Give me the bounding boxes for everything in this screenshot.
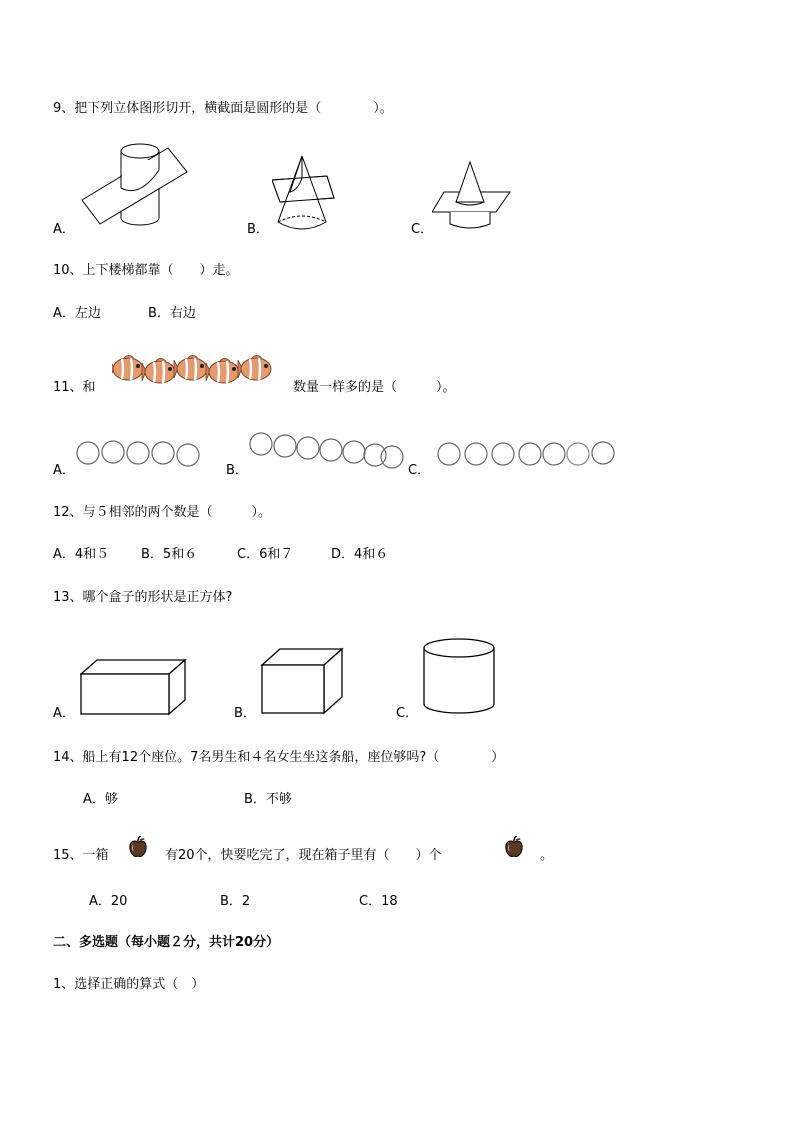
q15-text-3: 。 <box>540 848 554 863</box>
circle-icon <box>438 443 460 465</box>
fish-icon <box>112 356 143 381</box>
cone-horizontal-plane-figure <box>432 160 512 232</box>
q9-option-a[interactable]: A． <box>53 222 75 237</box>
q13-option-b[interactable]: B． <box>234 706 256 721</box>
q9-option-c[interactable]: C． <box>411 222 434 237</box>
q14-text: 14、船上有12个座位。7名男生和４名女生坐这条船，座位够吗?（ ） <box>53 750 505 765</box>
circles-group-c <box>434 436 618 472</box>
q12-option-c[interactable]: C．6和７ <box>237 547 294 562</box>
q15-option-b[interactable]: B．2 <box>220 894 251 909</box>
circle-icon <box>297 437 319 459</box>
circle-icon <box>343 441 365 463</box>
circles-group-b <box>248 428 406 472</box>
apple-icon <box>128 836 148 858</box>
q10-option-a[interactable]: A．左边 <box>53 306 101 321</box>
circles-group-a <box>76 436 204 472</box>
circle-icon <box>127 442 149 464</box>
fish-group <box>112 352 278 388</box>
fish-icon <box>206 359 239 384</box>
q15-option-a[interactable]: A．20 <box>89 894 128 909</box>
cube-figure <box>260 647 344 715</box>
q9-text: 9、把下列立体图形切开，横截面是圆形的是（ ）。 <box>53 101 393 116</box>
q11-option-a[interactable]: A． <box>53 463 75 478</box>
circle-icon <box>250 433 272 455</box>
q10-option-b[interactable]: B．右边 <box>148 306 196 321</box>
cone-vertical-plane-figure <box>272 152 342 234</box>
q11-text-after: 数量一样多的是（ ）。 <box>293 380 456 395</box>
circle-icon <box>492 443 514 465</box>
q10-text: 10、上下楼梯都靠（ ）走。 <box>53 263 239 278</box>
circle-icon <box>102 441 124 463</box>
q13-text: 13、哪个盒子的形状是正方体? <box>53 590 233 605</box>
circle-icon <box>592 442 614 464</box>
circle-icon <box>177 444 199 466</box>
q15-text-1: 15、一箱 <box>53 848 109 863</box>
apple-icon <box>504 836 524 858</box>
circle-icon <box>152 442 174 464</box>
q9-option-b[interactable]: B． <box>247 222 269 237</box>
q12-option-d[interactable]: D．4和６ <box>331 547 389 562</box>
fish-icon <box>238 356 271 381</box>
q12-text: 12、与５相邻的两个数是（ ）。 <box>53 505 272 520</box>
q15-option-c[interactable]: C．18 <box>359 894 398 909</box>
q12-option-b[interactable]: B．5和６ <box>141 547 198 562</box>
q11-text-before: 11、和 <box>53 380 96 395</box>
q12-option-a[interactable]: A．4和５ <box>53 547 110 562</box>
q14-option-a[interactable]: A．够 <box>83 792 118 807</box>
circle-icon <box>274 435 296 457</box>
circle-icon <box>543 443 565 465</box>
rectangular-box-figure <box>80 658 188 716</box>
circle-icon <box>77 442 99 464</box>
section2-q1-text: 1、选择正确的算式（ ） <box>53 977 205 992</box>
fish-icon <box>142 359 175 384</box>
cylinder-plane-figure <box>80 140 192 236</box>
section-heading: 二、多选题（每小题２分，共计20分） <box>53 935 280 950</box>
circle-icon <box>465 443 487 465</box>
q15-text-2: 有20个，快要吃完了，现在箱子里有（ ）个 <box>165 848 442 863</box>
circle-icon <box>567 443 589 465</box>
circle-icon <box>519 443 541 465</box>
q11-option-c[interactable]: C． <box>408 463 431 478</box>
q13-option-c[interactable]: C． <box>396 706 419 721</box>
q13-option-a[interactable]: A． <box>53 706 75 721</box>
fish-icon <box>174 356 207 381</box>
q14-option-b[interactable]: B．不够 <box>244 792 292 807</box>
circle-icon <box>381 446 403 468</box>
circle-icon <box>320 439 342 461</box>
q11-option-b[interactable]: B． <box>226 463 248 478</box>
cylinder-figure <box>421 636 497 716</box>
